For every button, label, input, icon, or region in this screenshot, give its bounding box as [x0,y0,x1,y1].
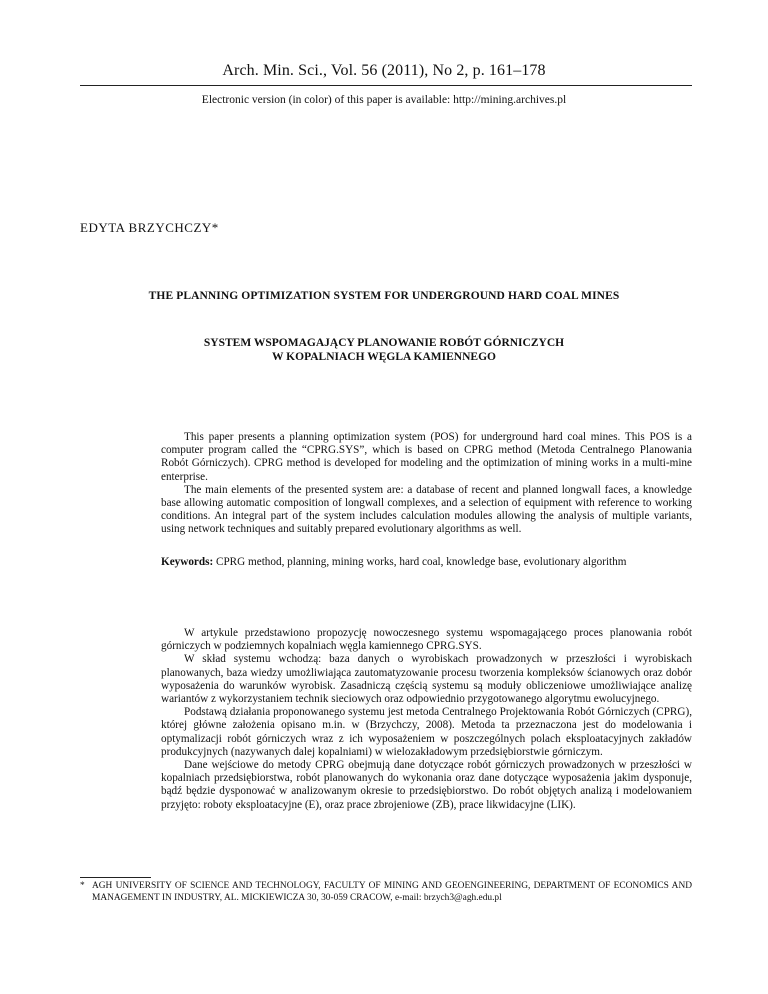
keywords-label: Keywords: [161,556,214,568]
footnote-mark: * [80,881,85,891]
author-affiliation-footnote [80,880,692,904]
paper-title-pl-line1: SYSTEM WSPOMAGAJĄCY PLANOWANIE ROBÓT GÓRNICZYCH [203,337,565,349]
header-rule [80,85,692,86]
summary-paragraph-4: Dane wejściowe do metody CPRG obejmują dane dotyczące robót górniczych prowadzonych w przeszłości w kopalniach przedsiębiorstwa, robót planowanych do wykonania oraz dane dotyczące wyposażenia jakim dysponuje, bądź będzie dysponować w analizowanym okresie to przedsiębiorstwo. Do robót objętych analizą i modelowaniem przyjęto: roboty eksploatacyjne (E), oraz prace zbrojeniowe (ZB), prace likwidacyjne (LIK). [161,759,692,811]
paper-title-pl [0,336,768,364]
author-name: EDYTA BRZYCHCZY* [80,220,219,235]
summary-paragraph-3: Podstawą działania proponowanego systemu jest metoda Centralnego Projektowania Robót Górniczych (CPRG), której główne założenia opisano m.in. w (Brzychczy, 2008). Metoda ta przeznaczona jest do modelowania i optymalizacji robót górniczych wraz z ich wyposażeniem w poszczególnych polach eksploatacyjnych zakładów produkcyjnych (nazywanych dalej kopalniami) w wielozakładowym przedsiębiorstwie górniczym. [161,706,692,758]
journal-citation: Arch. Min. Sci., Vol. 56 (2011), No 2, p. 161–178 [222,62,546,79]
abstract-paragraph-1: This paper presents a planning optimization system (POS) for underground hard coal mines. This POS is a computer program called the “CPRG.SYS”, which is based on CPRG method (Metoda Centralnego Planowania Robót Górniczych). CPRG method is developed for modeling and the optimization of mining works in a multi-mine enterprise. [161,431,692,483]
paper-title-pl-line2: W KOPALNIACH WĘGLA KAMIENNEGO [272,351,496,363]
paper-title-en: THE PLANNING OPTIMIZATION SYSTEM FOR UNDERGROUND HARD COAL MINES [148,290,620,302]
abstract [161,431,692,537]
summary-paragraph-1: W artykule przedstawiono propozycję nowoczesnego systemu wspomagającego proces planowania robót górniczych w podziemnych kopalniach węgla kamiennego CPRG.SYS. [161,627,692,653]
polish-summary [161,627,692,812]
abstract-paragraph-2: The main elements of the presented system are: a database of recent and planned longwall faces, a knowledge base allowing automatic composition of longwall complexes, and a selection of equipment with reference to working conditions. An integral part of the system includes calculation modules allowing the analysis of multiple variants, using network techniques and suitably prepared evolutionary algorithms as well. [161,483,692,536]
keywords-text: CPRG method, planning, mining works, hard coal, knowledge base, evolutionary algorithm [216,556,627,568]
footnote-rule [80,877,151,878]
keywords [161,556,692,569]
electronic-version-note: Electronic version (in color) of this paper is available: http://mining.archives.pl [201,94,567,106]
summary-paragraph-2: W skład systemu wchodzą: baza danych o wyrobiskach prowadzonych w przeszłości i wyrobiskach planowanych, baza wiedzy umożliwiająca zautomatyzowanie procesu tworzenia kompleksów ścianowych oraz dobór wyposażenia do warunków wyrobisk. Zasadniczą częścią systemu są moduły obliczeniowe umożliwiające analizę wariantów z wykorzystaniem technik sieciowych oraz odpowiednio przygotowanego algorytmu ewolucyjnego. [161,653,692,706]
footnote-text: AGH UNIVERSITY OF SCIENCE AND TECHNOLOGY, FACULTY OF MINING AND GEOENGINEERING, DEPARTMENT OF ECONOMICS AND MANAGEMENT IN INDUSTRY, AL. MICKIEWICZA 30, 30-059 CRACOW, e-mail: brzych3@agh.edu.pl [92,881,692,903]
